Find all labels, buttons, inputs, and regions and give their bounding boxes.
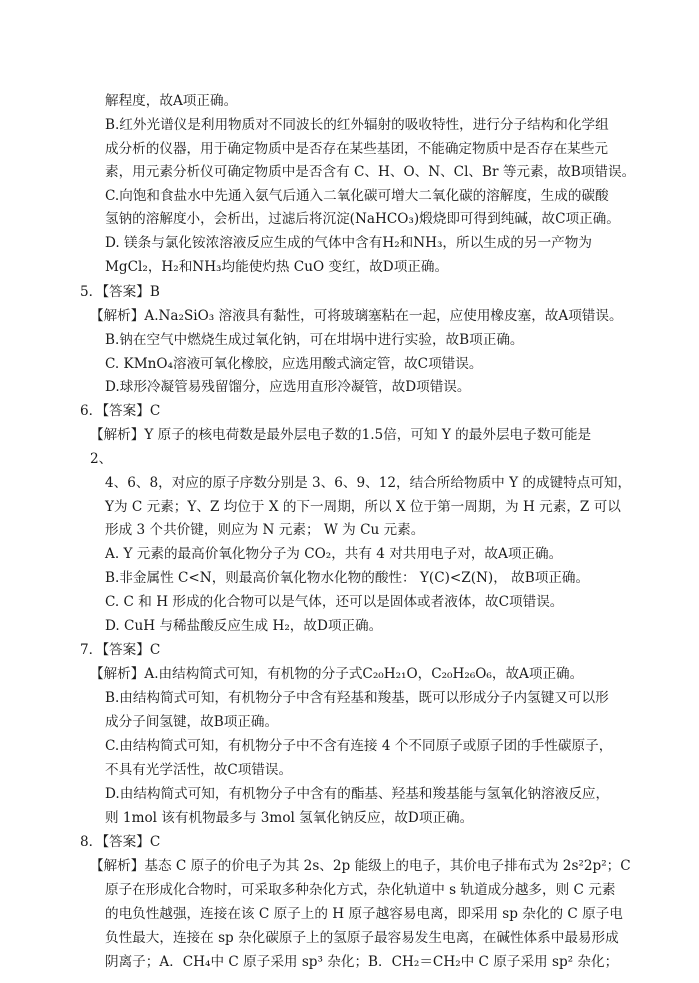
text-line: B.由结构简式可知，有机物分子中含有羟基和羧基，既可以形成分子内氢键又可以形 (105, 690, 609, 706)
answer-heading: 7．【答案】C (80, 642, 161, 658)
text-line: 阴离子；A．CH₄中 C 原子采用 sp³ 杂化；B．CH₂＝CH₂中 C 原子采用 sp² 杂化； (105, 954, 619, 970)
analysis-line: 【解析】基态 C 原子的价电子为其 2s、2p 能级上的电子，其价电子排布式为 2s²2p²；C (90, 858, 631, 874)
analysis-line: 【解析】A.由结构简式可知，有机物的分子式C₂₀H₂₁O，C₂₀H₂₆O₆，故A项正确。 (90, 666, 584, 682)
text-line: Y为 C 元素；Y、Z 均位于 X 的下一周期，所以 X 位于第一周期，为 H 元素，Z 可以 (105, 499, 621, 515)
text-line: D.球形冷凝管易残留馏分，应选用直形冷凝管，故D项错误。 (105, 379, 471, 395)
text-line: 形成 3 个共价键，则应为 N 元素； W 为 Cu 元素。 (105, 522, 425, 538)
text-line: C.由结构简式可知，有机物分子中不含有连接 4 个不同原子或原子团的手性碳原子， (105, 738, 613, 754)
text-line: 素，用元素分析仪可确定物质中是否含有 C、H、O、N、Cl、Br 等元素，故B项错误。 (105, 164, 636, 180)
text-line: 原子在形成化合物时，可采取多种杂化方式，杂化轨道中 s 轨道成分越多，则 C 元素 (105, 882, 616, 898)
analysis-line: 【解析】A.Na₂SiO₃ 溶液具有黏性，可将玻璃塞粘在一起，应使用橡皮塞，故A项错误。 (90, 308, 623, 324)
text-line: 不具有光学活性，故C项错误。 (105, 762, 293, 778)
text-line: D. CuH 与稀盐酸反应生成 H₂，故D项正确。 (105, 618, 383, 634)
answer-heading: 8．【答案】C (80, 834, 161, 850)
text-line: 氢钠的溶解度小，会析出，过滤后将沉淀(NaHCO₃)煅烧即可得到纯碱，故C项正确。 (105, 211, 620, 227)
text-line: 则 1mol 该有机物最多与 3mol 氢氧化钠反应，故D项正确。 (105, 810, 474, 826)
text-line: C. C 和 H 形成的化合物可以是气体，还可以是固体或者液体，故C项错误。 (105, 594, 564, 610)
text-line: C. KMnO₄溶液可氧化橡胶，应选用酸式滴定管，故C项错误。 (105, 356, 483, 372)
text-line: D. 镁条与氯化铵浓溶液反应生成的气体中含有H₂和NH₃，所以生成的另一产物为 (105, 235, 592, 251)
text-line: 负性最大，连接在 sp 杂化碳原子上的氢原子最容易发生电离，在碱性体系中最易形成 (105, 930, 619, 946)
text-line: 2、 (90, 451, 113, 467)
analysis-line: 【解析】Y 原子的核电荷数是最外层电子数的1.5倍，可知 Y 的最外层电子数可能是 (90, 427, 592, 443)
text-line: 成分析的仪器，用于确定物质中是否存在某些基团，不能确定物质中是否存在某些元 (105, 141, 608, 157)
text-line: A. Y 元素的最高价氧化物分子为 CO₂，共有 4 对共用电子对，故A项正确。 (105, 546, 563, 562)
text-line: C.向饱和食盐水中先通入氨气后通入二氧化碳可增大二氧化碳的溶解度，生成的碳酸 (105, 188, 609, 204)
text-line: 成分子间氢键，故B项正确。 (105, 714, 279, 730)
answer-heading: 5．【答案】B (80, 284, 160, 300)
text-line: D.由结构简式可知，有机物分子中含有的酯基、羟基和羧基能与氢氧化钠溶液反应， (105, 786, 610, 802)
text-line: B.钠在空气中燃烧生成过氧化钠，可在坩埚中进行实验，故B项正确。 (105, 332, 524, 348)
text-line: MgCl₂，H₂和NH₃均能使灼热 CuO 变红，故D项正确。 (105, 259, 449, 275)
answer-heading: 6．【答案】C (80, 403, 161, 419)
text-line: 4、6、8，对应的原子序数分别是 3、6、9、12，结合所给物质中 Y 的成键特点可知， (105, 475, 632, 491)
text-line: 的电负性越强，连接在该 C 原子上的 H 原子越容易电离，即采用 sp 杂化的 C 原子电 (105, 906, 623, 922)
text-line: B.红外光谱仪是利用物质对不同波长的红外辐射的吸收特性，进行分子结构和化学组 (105, 117, 609, 133)
text-line: 解程度，故A项正确。 (105, 93, 238, 109)
text-line: B.非金属性 C<N，则最高价氧化物水化物的酸性： Y(C)<Z(N)， 故B项正确。 (105, 570, 590, 586)
